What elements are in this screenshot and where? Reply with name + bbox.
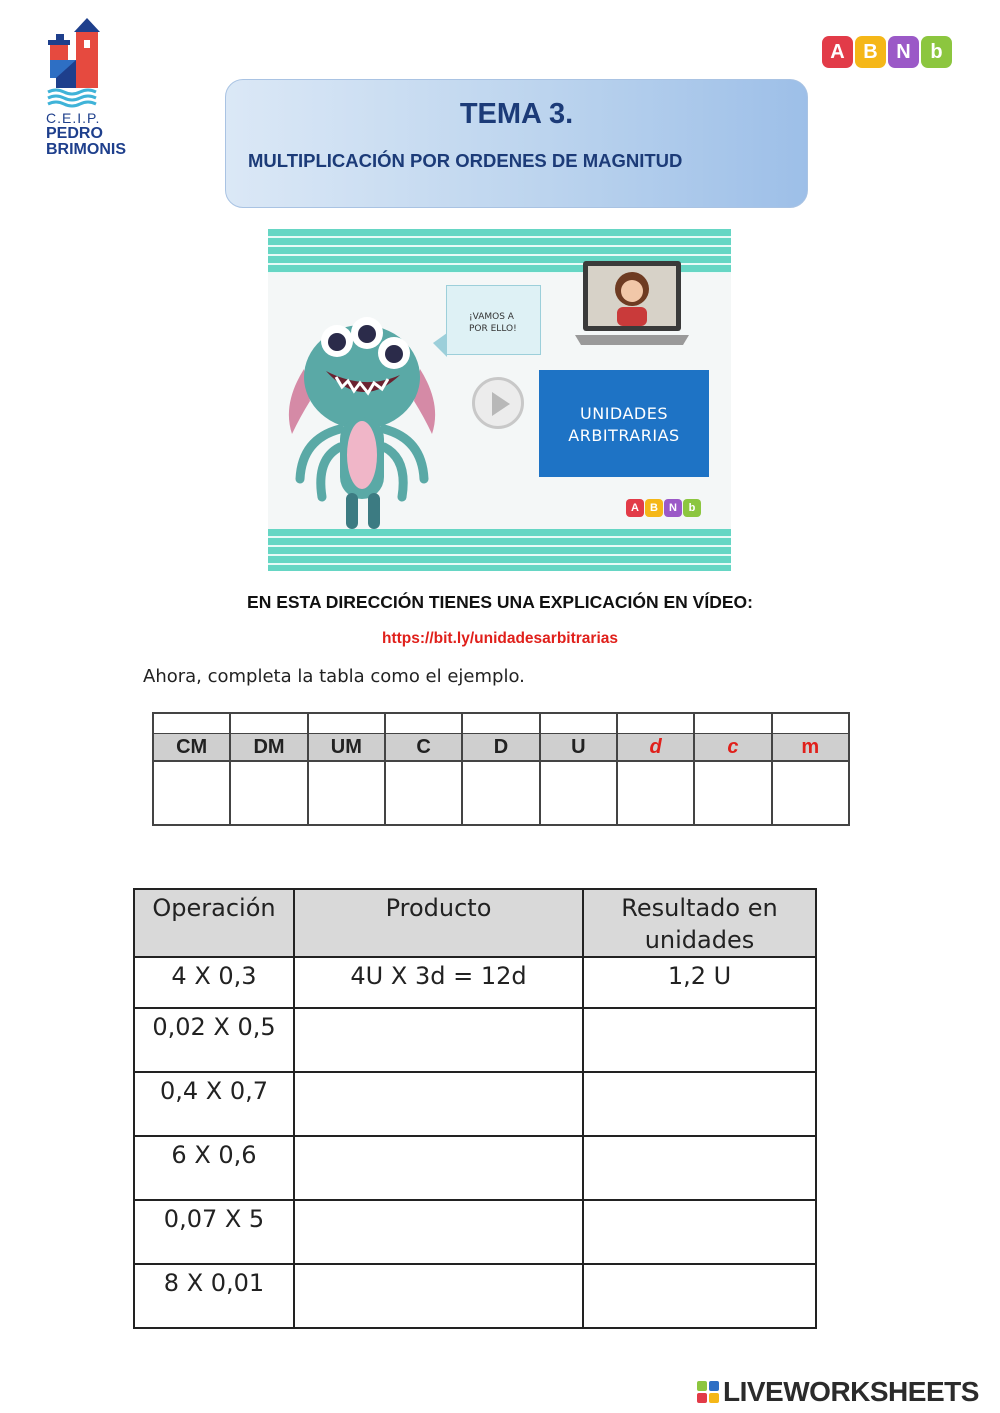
header-operacion: Operación bbox=[134, 889, 294, 957]
product-input[interactable] bbox=[294, 1072, 583, 1136]
abnb-letter-a: A bbox=[822, 36, 853, 68]
laptop-icon bbox=[573, 259, 691, 349]
product-input[interactable] bbox=[294, 1264, 583, 1328]
stripes-bottom bbox=[268, 529, 731, 571]
result-input[interactable] bbox=[583, 1008, 816, 1072]
table-row bbox=[134, 1072, 816, 1136]
product-input[interactable] bbox=[294, 1008, 583, 1072]
abnb-letter-b-small: b bbox=[921, 36, 952, 68]
result-input[interactable] bbox=[583, 1136, 816, 1200]
school-name-1: PEDRO bbox=[46, 125, 103, 142]
operation-cell: 4 X 0,3 bbox=[134, 957, 294, 1008]
result-input[interactable] bbox=[583, 1072, 816, 1136]
pv-header-milesima: m bbox=[801, 735, 820, 758]
card-line-1: UNIDADES bbox=[580, 404, 668, 423]
operation-cell: 8 X 0,01 bbox=[134, 1264, 294, 1328]
operation-cell: 0,07 X 5 bbox=[134, 1200, 294, 1264]
abnb-letter-n: N bbox=[888, 36, 919, 68]
pv-input-decima[interactable] bbox=[618, 762, 695, 824]
table-row bbox=[134, 1136, 816, 1200]
operations-header-row bbox=[134, 889, 816, 957]
school-tower-icon bbox=[46, 16, 106, 108]
product-cell: 4U X 3d = 12d bbox=[294, 957, 583, 1008]
result-input[interactable] bbox=[583, 1264, 816, 1328]
pv-input-um[interactable] bbox=[309, 762, 386, 824]
table-row bbox=[134, 1264, 816, 1328]
liveworksheets-logo bbox=[697, 1376, 979, 1408]
pv-input-dm[interactable] bbox=[231, 762, 308, 824]
place-value-input-row bbox=[154, 762, 848, 824]
pv-header-u: U bbox=[541, 734, 618, 760]
monster-illustration bbox=[282, 309, 442, 531]
pv-header-centesima: c bbox=[695, 734, 772, 760]
speech-bubble bbox=[446, 285, 541, 355]
table-row bbox=[134, 957, 816, 1008]
header-producto: Producto bbox=[294, 889, 583, 957]
mini-abnb-letter-n: N bbox=[664, 499, 682, 517]
bubble-line-2: POR ELLO! bbox=[469, 324, 517, 334]
operation-cell: 0,02 X 0,5 bbox=[134, 1008, 294, 1072]
video-thumbnail[interactable] bbox=[268, 229, 731, 571]
place-value-table bbox=[152, 712, 850, 826]
video-link[interactable]: https://bit.ly/unidadesarbitrarias bbox=[382, 630, 618, 647]
pv-input-centesima[interactable] bbox=[695, 762, 772, 824]
result-cell: 1,2 U bbox=[583, 957, 816, 1008]
mini-abnb-letter-b: B bbox=[645, 499, 663, 517]
operation-cell: 6 X 0,6 bbox=[134, 1136, 294, 1200]
header-resultado: Resultado en unidades bbox=[583, 889, 816, 957]
school-name-2: BRIMONIS bbox=[46, 141, 126, 158]
pv-input-u[interactable] bbox=[541, 762, 618, 824]
liveworksheets-wordmark: LIVEWORKSHEETS bbox=[723, 1376, 979, 1407]
mini-abnb-letter-b-small: b bbox=[683, 499, 701, 517]
abnb-logo bbox=[822, 36, 952, 68]
play-button[interactable] bbox=[472, 377, 524, 429]
pv-input-cm[interactable] bbox=[154, 762, 231, 824]
liveworksheets-icon bbox=[697, 1381, 719, 1403]
card-line-2: ARBITRARIAS bbox=[568, 426, 680, 445]
pv-header-d: D bbox=[463, 734, 540, 760]
operation-cell: 0,4 X 0,7 bbox=[134, 1072, 294, 1136]
table-row bbox=[134, 1008, 816, 1072]
abnb-letter-b: B bbox=[855, 36, 886, 68]
pv-header-dm: DM bbox=[231, 734, 308, 760]
bubble-line-1: ¡VAMOS A bbox=[469, 312, 514, 322]
place-value-header-row bbox=[154, 734, 848, 762]
instruction-text: Ahora, completa la tabla como el ejemplo. bbox=[143, 666, 525, 687]
title-banner bbox=[225, 79, 808, 208]
page-title: TEMA 3. bbox=[459, 98, 574, 130]
speech-bubble-tail bbox=[433, 333, 447, 357]
pv-header-decima: d bbox=[618, 734, 695, 760]
mini-abnb-letter-a: A bbox=[626, 499, 644, 517]
product-input[interactable] bbox=[294, 1200, 583, 1264]
pv-input-d[interactable] bbox=[463, 762, 540, 824]
mini-abnb-logo bbox=[626, 499, 701, 517]
video-heading: EN ESTA DIRECCIÓN TIENES UNA EXPLICACIÓN EN VÍDEO: bbox=[247, 592, 753, 612]
pv-input-milesima[interactable] bbox=[773, 762, 848, 824]
video-title-card bbox=[539, 370, 709, 477]
operations-table bbox=[133, 888, 817, 1329]
place-value-top-row bbox=[154, 714, 848, 734]
pv-input-c[interactable] bbox=[386, 762, 463, 824]
pv-header-c: C bbox=[386, 734, 463, 760]
result-input[interactable] bbox=[583, 1200, 816, 1264]
table-row bbox=[134, 1200, 816, 1264]
school-logo bbox=[44, 16, 154, 166]
pv-header-um: UM bbox=[309, 734, 386, 760]
product-input[interactable] bbox=[294, 1136, 583, 1200]
page-subtitle: MULTIPLICACIÓN POR ORDENES DE MAGNITUD bbox=[248, 150, 683, 171]
pv-header-cm: CM bbox=[154, 734, 231, 760]
school-acronym: C.E.I.P. bbox=[46, 110, 101, 126]
